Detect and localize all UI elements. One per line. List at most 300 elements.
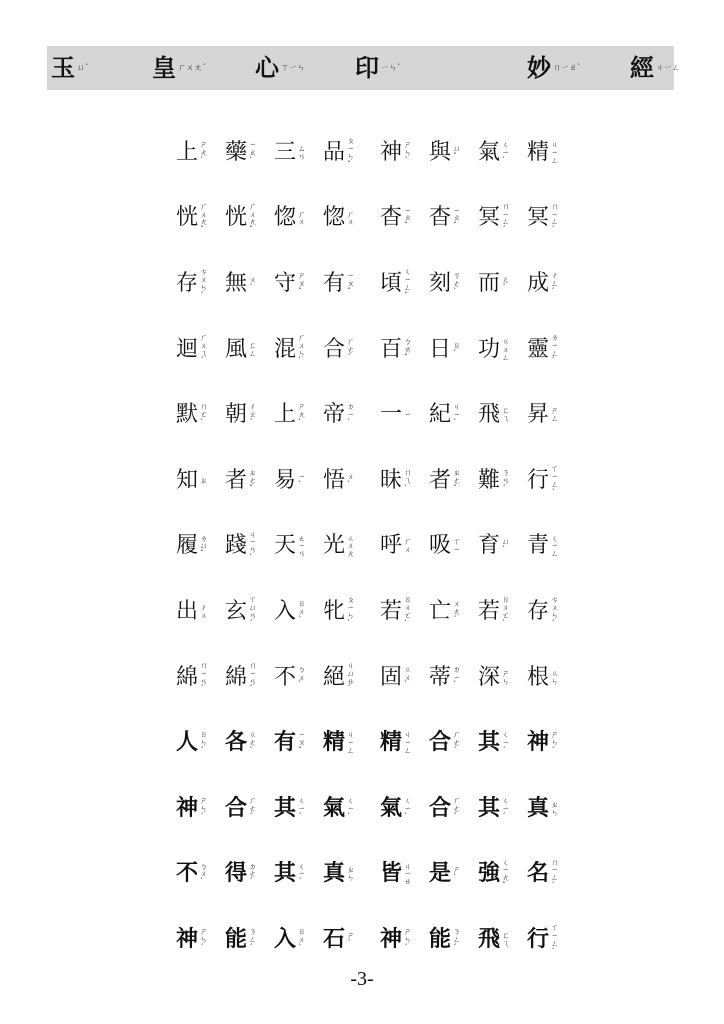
verse-char: 刻 bbox=[429, 270, 452, 296]
verse-glyph bbox=[380, 863, 429, 887]
verse-char: 玄 bbox=[225, 598, 248, 624]
verse-glyph bbox=[323, 797, 372, 821]
verse-glyph bbox=[225, 596, 274, 628]
verse-glyph bbox=[176, 334, 225, 366]
verse-glyph bbox=[323, 272, 372, 296]
verse-char: 行 bbox=[527, 467, 550, 493]
verse-char: 光 bbox=[323, 533, 346, 559]
verse-line bbox=[176, 645, 576, 711]
verse-char: 有 bbox=[323, 270, 346, 296]
verse-glyph bbox=[478, 141, 527, 165]
zhuyin-annotation: ㄕㄤˋ bbox=[298, 402, 306, 428]
zhuyin-annotation: ㄕˋ bbox=[453, 865, 461, 883]
zhuyin-annotation: ㄖㄣˊ bbox=[200, 730, 208, 756]
zhuyin-annotation: ㄑㄧˊ bbox=[502, 730, 510, 756]
verse-half-line bbox=[176, 137, 372, 169]
verse-half-line bbox=[380, 731, 576, 755]
verse-glyph bbox=[274, 797, 323, 821]
verse-half-line bbox=[380, 596, 576, 628]
zhuyin-annotation: ㄋㄢˊ bbox=[502, 467, 510, 493]
verse-glyph bbox=[323, 535, 372, 559]
verse-glyph bbox=[176, 797, 225, 821]
verse-char: 名 bbox=[527, 861, 550, 887]
verse-char: 石 bbox=[323, 926, 346, 952]
verse-char: 呼 bbox=[380, 533, 403, 559]
verse-char: 杳 bbox=[429, 205, 452, 231]
verse-char: 其 bbox=[478, 795, 501, 821]
zhuyin-annotation: ㄈㄟ bbox=[502, 406, 510, 424]
verse-char: 天 bbox=[274, 533, 297, 559]
verse-char: 者 bbox=[225, 467, 248, 493]
verse-glyph bbox=[323, 926, 372, 952]
verse-glyph bbox=[225, 336, 274, 362]
verse-half-line bbox=[380, 797, 576, 821]
verse-line bbox=[176, 514, 576, 580]
verse-char: 而 bbox=[478, 270, 501, 296]
zhuyin-annotation: ㄐㄧㄝ bbox=[404, 861, 412, 887]
verse-glyph bbox=[176, 928, 225, 952]
verse-glyph bbox=[176, 863, 225, 887]
zhuyin-annotation: ㄅㄨˋ bbox=[200, 861, 208, 887]
verse-glyph bbox=[527, 859, 576, 891]
verse-char: 飛 bbox=[478, 926, 501, 952]
verse-glyph bbox=[478, 404, 527, 426]
verse-char: 無 bbox=[225, 270, 248, 296]
verse-half-line bbox=[380, 666, 576, 690]
verse-line bbox=[176, 579, 576, 645]
zhuyin-annotation: ㄒㄩㄢˊ bbox=[249, 595, 257, 628]
verse-glyph bbox=[225, 928, 274, 952]
zhuyin-annotation: ㄎㄜˋ bbox=[453, 271, 461, 296]
verse-char: 朝 bbox=[225, 402, 248, 428]
verse-char: 強 bbox=[478, 861, 501, 887]
verse-char: 綿 bbox=[225, 664, 248, 690]
zhuyin-annotation: ㄈㄟ bbox=[502, 931, 510, 948]
zhuyin-annotation: ㄐㄧˋ bbox=[453, 402, 461, 428]
verse-glyph bbox=[274, 666, 323, 690]
verse-glyph bbox=[429, 600, 478, 624]
zhuyin-annotation: ㄏㄜˊ bbox=[453, 795, 461, 821]
verse-glyph bbox=[225, 403, 274, 427]
verse-char: 一 bbox=[380, 402, 403, 428]
verse-char: 恍 bbox=[225, 205, 248, 231]
zhuyin-annotation: ㄓㄣ bbox=[347, 865, 355, 883]
verse-glyph bbox=[429, 336, 478, 362]
verse-char: 入 bbox=[274, 598, 297, 624]
verse-glyph bbox=[380, 469, 429, 493]
verse-line bbox=[176, 186, 576, 252]
verse-glyph bbox=[429, 403, 478, 427]
zhuyin-annotation: ㄑㄧㄤˇ bbox=[502, 857, 510, 891]
verse-char: 合 bbox=[323, 336, 346, 362]
verse-line bbox=[176, 710, 576, 776]
verse-char: 固 bbox=[380, 664, 403, 690]
verse-char: 合 bbox=[429, 795, 452, 821]
verse-char: 育 bbox=[478, 533, 501, 559]
zhuyin-annotation: ㄧ bbox=[404, 410, 412, 420]
verse-char: 迴 bbox=[176, 336, 199, 362]
verse-glyph bbox=[429, 731, 478, 755]
verse-char: 綿 bbox=[176, 664, 199, 690]
verse-half-line bbox=[176, 469, 372, 493]
zhuyin-annotation: ㄍㄨㄥ bbox=[502, 336, 510, 362]
zhuyin-annotation: ㄧˋ bbox=[298, 471, 306, 489]
verse-glyph bbox=[225, 270, 274, 296]
verse-char: 與 bbox=[429, 139, 452, 165]
verse-glyph bbox=[429, 272, 478, 296]
verse-glyph bbox=[380, 731, 429, 755]
zhuyin-annotation: ㄑㄧˋ bbox=[502, 139, 510, 165]
verse-char: 昇 bbox=[527, 402, 550, 428]
verse-char: 深 bbox=[478, 664, 501, 690]
verse-glyph bbox=[429, 469, 478, 493]
verse-glyph bbox=[323, 403, 372, 427]
zhuyin-annotation: ㄑㄧˊ bbox=[502, 795, 510, 821]
verse-char: 真 bbox=[323, 861, 346, 887]
verse-glyph bbox=[429, 863, 478, 885]
verse-glyph bbox=[380, 141, 429, 165]
zhuyin-annotation: ㄐㄧㄥ bbox=[347, 730, 355, 756]
page-number: -3- bbox=[350, 968, 374, 990]
verse-glyph bbox=[323, 863, 372, 885]
verse-line bbox=[176, 907, 576, 973]
verse-half-line bbox=[176, 731, 372, 755]
verse-glyph bbox=[527, 272, 576, 296]
verse-glyph bbox=[274, 139, 323, 165]
verse-glyph bbox=[274, 272, 323, 296]
zhuyin-annotation: ㄇㄧㄢˊ bbox=[200, 660, 208, 694]
zhuyin-annotation: ㄕˊ bbox=[347, 931, 355, 948]
zhuyin-annotation: ㄉㄜˊ bbox=[249, 861, 257, 887]
zhuyin-annotation: ㄧㄡˇ bbox=[347, 271, 355, 296]
verse-char: 其 bbox=[478, 730, 501, 756]
verse-char: 出 bbox=[176, 598, 199, 624]
verse-char: 品 bbox=[323, 139, 346, 165]
zhuyin-annotation: ㄐㄧㄥ bbox=[551, 139, 559, 165]
verse-char: 合 bbox=[225, 795, 248, 821]
verse-char: 若 bbox=[380, 598, 403, 624]
verse-char: 得 bbox=[225, 861, 248, 887]
verse-glyph bbox=[225, 203, 274, 235]
verse-char: 惚 bbox=[323, 205, 346, 231]
zhuyin-annotation: ㄒㄧㄥˊ bbox=[551, 923, 559, 956]
zhuyin-annotation: ㄏㄜˊ bbox=[347, 336, 355, 362]
verse-glyph bbox=[527, 334, 576, 366]
zhuyin-annotation: ㄏㄨ bbox=[347, 209, 355, 227]
zhuyin-annotation: ㄓㄜˇ bbox=[249, 467, 257, 493]
verse-char: 若 bbox=[478, 598, 501, 624]
title-char-3: 心 ㄒㄧㄣ bbox=[255, 54, 305, 82]
verse-glyph bbox=[274, 535, 323, 559]
zhuyin-annotation: ㄦˊ bbox=[502, 275, 510, 292]
verse-char: 精 bbox=[380, 730, 403, 756]
verse-glyph bbox=[225, 731, 274, 755]
verse-char: 氣 bbox=[478, 139, 501, 165]
zhuyin-annotation: ㄇㄧㄥˊ bbox=[551, 201, 559, 235]
zhuyin-annotation: ㄕㄥ bbox=[551, 406, 559, 424]
verse-glyph bbox=[380, 404, 429, 426]
zhuyin-annotation: ㄍㄨㄤ bbox=[347, 533, 355, 559]
verse-glyph bbox=[380, 268, 429, 300]
zhuyin-annotation: ㄧㄠˇ bbox=[453, 205, 461, 231]
verse-char: 神 bbox=[380, 139, 403, 165]
verse-char: 飛 bbox=[478, 402, 501, 428]
verse-glyph bbox=[478, 596, 527, 628]
verse-half-line bbox=[176, 531, 372, 563]
verse-char: 悟 bbox=[323, 467, 346, 493]
verse-char: 者 bbox=[429, 467, 452, 493]
verse-char: 成 bbox=[527, 270, 550, 296]
verse-glyph bbox=[527, 535, 576, 559]
verse-half-line bbox=[176, 203, 372, 235]
zhuyin-annotation: ㄔㄨ bbox=[200, 603, 208, 620]
verse-char: 行 bbox=[527, 926, 550, 952]
verse-half-line bbox=[176, 334, 372, 366]
zhuyin-annotation: ㄓㄜˇ bbox=[453, 467, 461, 493]
zhuyin-annotation: ㄨˊ bbox=[249, 275, 257, 292]
verse-glyph bbox=[380, 928, 429, 952]
verse-glyph bbox=[176, 268, 225, 300]
verse-char: 人 bbox=[176, 730, 199, 756]
verse-half-line bbox=[380, 465, 576, 497]
verse-char: 百 bbox=[380, 336, 403, 362]
zhuyin-annotation: ㄏㄨㄟˊ bbox=[200, 332, 208, 366]
verse-char: 氣 bbox=[380, 795, 403, 821]
zhuyin-annotation: ㄧㄠˋ bbox=[249, 139, 257, 165]
zhuyin-annotation: ㄉㄧˋ bbox=[453, 664, 461, 690]
verse-char: 神 bbox=[176, 795, 199, 821]
verse-glyph bbox=[176, 141, 225, 165]
verse-char: 精 bbox=[527, 139, 550, 165]
verse-line bbox=[176, 120, 576, 186]
verse-half-line bbox=[380, 203, 576, 235]
verse-line bbox=[176, 382, 576, 448]
verse-half-line bbox=[380, 268, 576, 300]
zhuyin-annotation: ㄖˋ bbox=[453, 340, 461, 358]
verse-half-line bbox=[380, 403, 576, 427]
verse-glyph bbox=[478, 731, 527, 755]
zhuyin-annotation: ㄍㄜˋ bbox=[249, 730, 257, 756]
verse-char: 三 bbox=[274, 139, 297, 165]
verse-char: 吸 bbox=[429, 533, 452, 559]
verse-glyph bbox=[527, 404, 576, 426]
verse-half-line bbox=[380, 535, 576, 559]
verse-char: 神 bbox=[527, 730, 550, 756]
verse-glyph bbox=[478, 469, 527, 493]
zhuyin-annotation: ㄅㄞˇ bbox=[404, 336, 412, 362]
verse-half-line bbox=[380, 141, 576, 165]
verse-char: 靈 bbox=[527, 336, 550, 362]
zhuyin-annotation: ㄙㄢ bbox=[298, 143, 306, 161]
verse-char: 知 bbox=[176, 467, 199, 493]
verse-char: 氣 bbox=[323, 795, 346, 821]
verse-line bbox=[176, 251, 576, 317]
verse-glyph bbox=[176, 403, 225, 427]
zhuyin-annotation: ㄑㄧㄥ bbox=[551, 533, 559, 559]
zhuyin-annotation: ㄏㄨㄣˋ bbox=[298, 332, 306, 366]
verse-glyph bbox=[478, 338, 527, 362]
verse-char: 履 bbox=[176, 533, 199, 559]
verse-char: 存 bbox=[176, 270, 199, 296]
verse-char: 青 bbox=[527, 533, 550, 559]
zhuyin-annotation: ㄕㄣ bbox=[502, 668, 510, 686]
verse-glyph bbox=[323, 731, 372, 755]
zhuyin-annotation: ㄖㄨㄛˋ bbox=[404, 595, 412, 628]
verse-char: 上 bbox=[176, 139, 199, 165]
verse-char: 有 bbox=[274, 730, 297, 756]
zhuyin-annotation: ㄆㄧㄣˇ bbox=[347, 136, 355, 169]
zhuyin-annotation: ㄕㄡˇ bbox=[298, 271, 306, 296]
verse-char: 風 bbox=[225, 336, 248, 362]
verse-glyph bbox=[478, 859, 527, 891]
verse-char: 神 bbox=[380, 926, 403, 952]
verse-glyph bbox=[478, 926, 527, 952]
verse-char: 真 bbox=[527, 795, 550, 821]
verse-char: 其 bbox=[274, 795, 297, 821]
verse-char: 蒂 bbox=[429, 664, 452, 690]
verse-glyph bbox=[274, 403, 323, 427]
title-char-6: 經 ㄐㄧㄥ bbox=[630, 54, 680, 82]
verse-char: 入 bbox=[274, 926, 297, 952]
verse-glyph bbox=[274, 207, 323, 229]
verse-glyph bbox=[274, 334, 323, 366]
zhuyin-annotation: ㄏㄨㄤˇ bbox=[249, 201, 257, 235]
verse-glyph bbox=[323, 338, 372, 362]
verse-glyph bbox=[478, 535, 527, 557]
verse-glyph bbox=[527, 465, 576, 497]
zhuyin-annotation: ㄑㄧˋ bbox=[404, 795, 412, 821]
verse-glyph bbox=[225, 662, 274, 694]
zhuyin-annotation: ㄉㄧˋ bbox=[347, 402, 355, 428]
verse-glyph bbox=[323, 596, 372, 628]
zhuyin-annotation: ㄐㄩㄝˊ bbox=[347, 660, 355, 694]
zhuyin-annotation: ㄑㄧㄥˇ bbox=[404, 267, 412, 300]
title-char-5: 妙 ㄇㄧㄠˋ bbox=[527, 54, 581, 82]
verse-char: 皆 bbox=[380, 861, 403, 887]
verse-char: 絕 bbox=[323, 664, 346, 690]
verse-glyph bbox=[527, 664, 576, 690]
verse-char: 惚 bbox=[274, 205, 297, 231]
verse-glyph bbox=[274, 600, 323, 624]
zhuyin-annotation: ㄕㄣˊ bbox=[404, 927, 412, 952]
verse-char: 冥 bbox=[478, 205, 501, 231]
zhuyin-annotation: ㄘㄨㄣˊ bbox=[551, 595, 559, 628]
verse-char: 根 bbox=[527, 664, 550, 690]
zhuyin-annotation: ㄐㄧㄥ bbox=[404, 730, 412, 756]
zhuyin-annotation: ㄧㄠˇ bbox=[404, 205, 412, 231]
verse-char: 默 bbox=[176, 402, 199, 428]
verse-char: 能 bbox=[429, 926, 452, 952]
verse-half-line bbox=[176, 863, 372, 887]
zhuyin-annotation: ㄒㄧ bbox=[453, 537, 461, 555]
verse-char: 頃 bbox=[380, 270, 403, 296]
zhuyin-annotation: ㄏㄜˊ bbox=[453, 730, 461, 756]
verse-glyph bbox=[176, 662, 225, 694]
verse-char: 不 bbox=[274, 664, 297, 690]
verse-char: 存 bbox=[527, 598, 550, 624]
verse-glyph bbox=[429, 797, 478, 821]
verse-char: 精 bbox=[323, 730, 346, 756]
verse-char: 守 bbox=[274, 270, 297, 296]
zhuyin-annotation: ㄇㄛˋ bbox=[200, 402, 208, 428]
verse-char: 冥 bbox=[527, 205, 550, 231]
zhuyin-annotation: ㄌㄧㄥˊ bbox=[551, 332, 559, 366]
verse-half-line bbox=[176, 797, 372, 821]
zhuyin-annotation: ㄓㄣ bbox=[551, 799, 559, 817]
verse-line bbox=[176, 448, 576, 514]
verse-glyph bbox=[274, 467, 323, 493]
zhuyin-annotation: ㄐㄧㄢˋ bbox=[249, 529, 257, 563]
verse-glyph bbox=[323, 467, 372, 493]
verse-glyph bbox=[323, 662, 372, 694]
zhuyin-annotation: ㄩˇ bbox=[453, 143, 461, 161]
zhuyin-annotation: ㄕㄣˊ bbox=[404, 139, 412, 165]
zhuyin-annotation: ㄋㄥˊ bbox=[249, 927, 257, 952]
verse-char: 日 bbox=[429, 336, 452, 362]
zhuyin-annotation: ㄅㄨˋ bbox=[298, 664, 306, 690]
verse-char: 帝 bbox=[323, 402, 346, 428]
verse-glyph bbox=[478, 664, 527, 690]
title-bar bbox=[47, 46, 680, 90]
verse-glyph bbox=[380, 535, 429, 557]
verse-glyph bbox=[429, 928, 478, 952]
verse-line bbox=[176, 317, 576, 383]
zhuyin-annotation: ㄑㄧˊ bbox=[298, 861, 306, 887]
verse-glyph bbox=[176, 535, 225, 559]
verse-char: 杳 bbox=[380, 205, 403, 231]
verse-char: 合 bbox=[429, 730, 452, 756]
verse-char: 踐 bbox=[225, 533, 248, 559]
verse-char: 能 bbox=[225, 926, 248, 952]
verse-char: 牝 bbox=[323, 598, 346, 624]
zhuyin-annotation: ㄇㄧㄥˊ bbox=[551, 857, 559, 891]
verse-glyph bbox=[527, 203, 576, 235]
verse-glyph bbox=[380, 666, 429, 690]
verse-char: 昧 bbox=[380, 467, 403, 493]
zhuyin-annotation: ㄕㄣˊ bbox=[200, 795, 208, 821]
verse-glyph bbox=[478, 203, 527, 235]
verse-glyph bbox=[527, 731, 576, 755]
verse-glyph bbox=[429, 207, 478, 231]
verse-glyph bbox=[176, 598, 225, 624]
verse-glyph bbox=[225, 797, 274, 821]
zhuyin-annotation: ㄓ bbox=[200, 475, 208, 485]
verse-half-line bbox=[176, 662, 372, 694]
zhuyin-annotation: ㄇㄧㄥˊ bbox=[502, 201, 510, 235]
verse-char: 功 bbox=[478, 336, 501, 362]
verse-half-line bbox=[380, 859, 576, 891]
verse-glyph bbox=[274, 731, 323, 755]
verse-glyph bbox=[380, 207, 429, 231]
zhuyin-annotation: ㄖㄨㄛˋ bbox=[502, 595, 510, 628]
verse-char: 各 bbox=[225, 730, 248, 756]
verse-glyph bbox=[429, 535, 478, 557]
zhuyin-annotation: ㄍㄣ bbox=[551, 668, 559, 686]
zhuyin-annotation: ㄒㄧㄥˊ bbox=[551, 464, 559, 497]
verse-half-line bbox=[176, 928, 372, 952]
zhuyin-annotation: ㄋㄥˊ bbox=[453, 927, 461, 952]
zhuyin-annotation: ㄊㄧㄢ bbox=[298, 533, 306, 559]
verse-char: 易 bbox=[274, 467, 297, 493]
title-char-1: 玉 ㄩˋ bbox=[51, 54, 89, 82]
verse-char: 藥 bbox=[225, 139, 248, 165]
title-char-4: 印 ㄧㄣˋ bbox=[355, 54, 401, 82]
verse-half-line bbox=[176, 596, 372, 628]
verse-glyph bbox=[429, 139, 478, 165]
zhuyin-annotation: ㄇㄟˋ bbox=[404, 467, 412, 493]
zhuyin-annotation: ㄌㄩˇ bbox=[200, 533, 208, 559]
verse-char: 混 bbox=[274, 336, 297, 362]
